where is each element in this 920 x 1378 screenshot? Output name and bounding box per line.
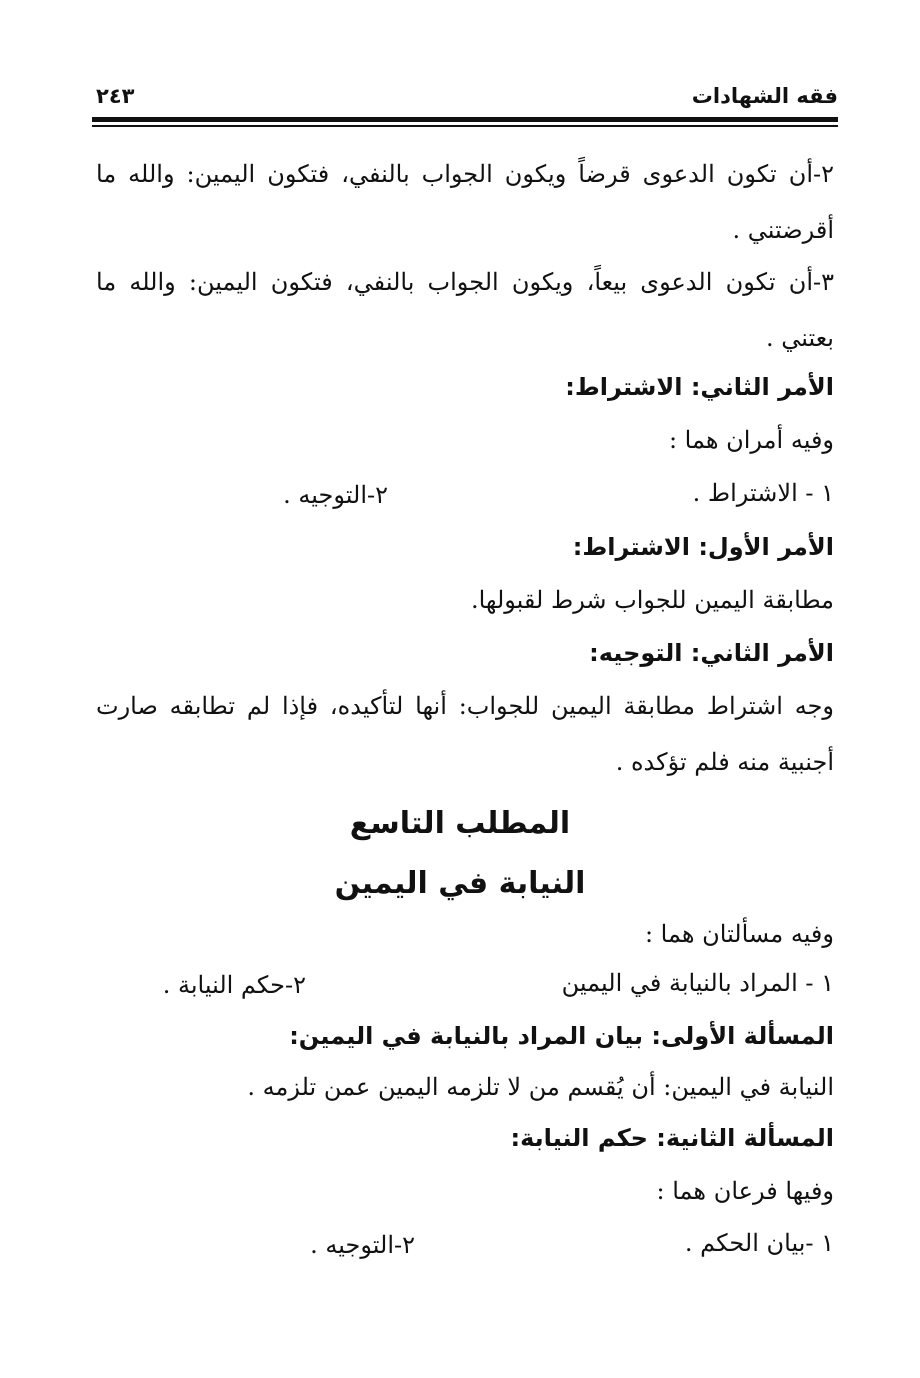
list-item: ٢-حكم النيابة . bbox=[162, 971, 306, 999]
header-rule-thick bbox=[92, 117, 838, 122]
paragraph-line: ٣-أن تكون الدعوى بيعاً، ويكون الجواب بالنفي، فتكون اليمين: والله ما bbox=[96, 268, 834, 296]
paragraph-line: مطابقة اليمين للجواب شرط لقبولها. bbox=[470, 586, 834, 614]
list-item: ٢-التوجيه . bbox=[283, 481, 388, 509]
section-heading: المسألة الثانية: حكم النيابة: bbox=[510, 1124, 834, 1152]
paragraph-line: ٢-أن تكون الدعوى قرضاً ويكون الجواب بالنفي، فتكون اليمين: والله ما bbox=[96, 160, 834, 188]
paragraph-line: وفيه مسألتان هما : bbox=[644, 920, 834, 948]
section-heading: الأمر الثاني: التوجيه: bbox=[589, 639, 834, 667]
section-subtitle: النيابة في اليمين bbox=[334, 866, 586, 901]
paragraph-line: وفيه أمران هما : bbox=[668, 426, 834, 454]
page-number: ٢٤٣ bbox=[96, 84, 135, 108]
list-item: ١ - المراد بالنيابة في اليمين bbox=[561, 969, 834, 997]
list-item: ٢-التوجيه . bbox=[310, 1231, 415, 1259]
section-heading: المسألة الأولى: بيان المراد بالنيابة في اليمين: bbox=[289, 1022, 834, 1050]
paragraph-line: وفيها فرعان هما : bbox=[656, 1177, 834, 1205]
page-header bbox=[92, 82, 838, 116]
paragraph-line: أقرضتني . bbox=[732, 216, 834, 244]
list-item: ١ -بيان الحكم . bbox=[684, 1229, 834, 1257]
paragraph-line: النيابة في اليمين: أن يُقسم من لا تلزمه اليمين عمن تلزمه . bbox=[247, 1073, 834, 1101]
section-heading: الأمر الثاني: الاشتراط: bbox=[565, 373, 834, 401]
paragraph-line: بعتني . bbox=[765, 324, 834, 352]
running-title: فقه الشهادات bbox=[691, 84, 838, 108]
section-title: المطلب التاسع bbox=[349, 806, 571, 841]
paragraph-line: أجنبية منه فلم تؤكده . bbox=[615, 748, 834, 776]
list-item: ١ - الاشتراط . bbox=[692, 479, 834, 507]
header-rule-thin bbox=[92, 125, 838, 127]
section-heading: الأمر الأول: الاشتراط: bbox=[572, 533, 834, 561]
paragraph-line: وجه اشتراط مطابقة اليمين للجواب: أنها لتأكيده، فإذا لم تطابقه صارت bbox=[96, 692, 834, 720]
